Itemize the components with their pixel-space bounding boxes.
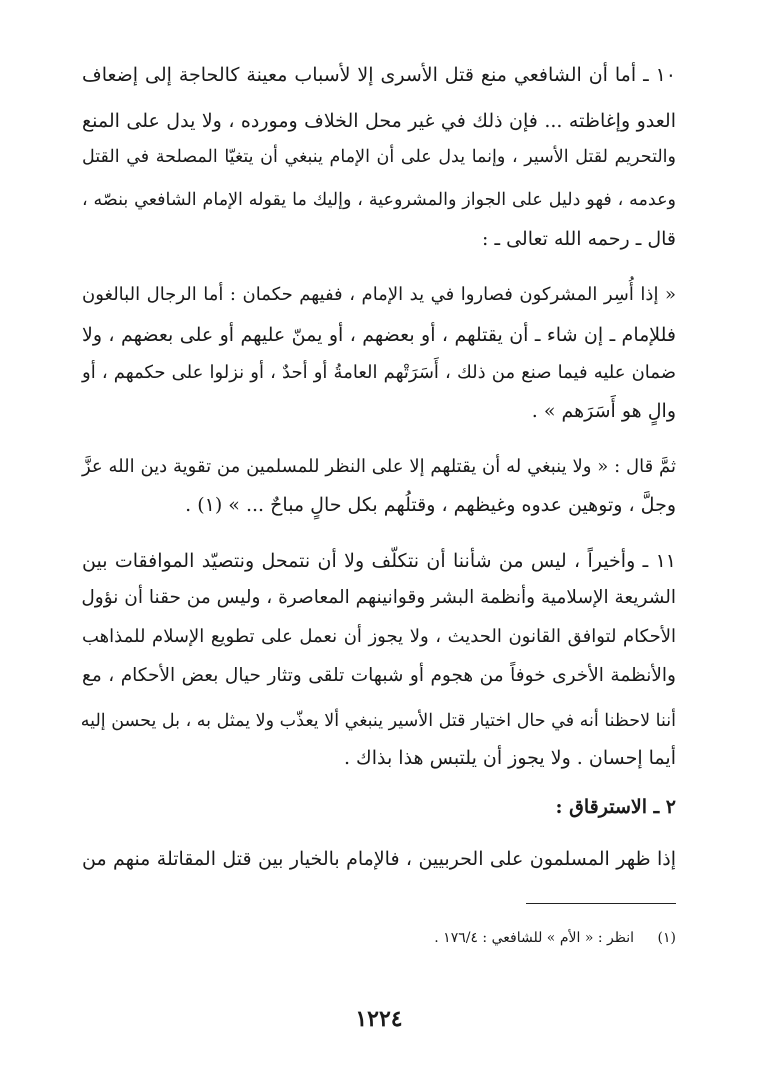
quote-line: والٍ هو أَسَرَهم » . <box>531 400 676 422</box>
text-line: الأحكام لتوافق القانون الحديث ، ولا يجوز أن نعمل على تطويع الإسلام للمذاهب <box>82 626 676 647</box>
page-number: ١٢٢٤ <box>355 1006 403 1032</box>
quote-line: ضمان عليه فيما صنع من ذلك ، أَسَرَتْهم العامةُ أو أحدٌ ، أو نزلوا على حكمهم ، أو <box>82 362 676 383</box>
text-line: إذا ظهر المسلمون على الحربيين ، فالإمام بالخيار بين قتل المقاتلة منهم من <box>82 848 676 870</box>
text-line: أيما إحسان . ولا يجوز أن يلتبس هذا بذاك . <box>343 747 676 769</box>
section-heading: ٢ ـ الاسترقاق : <box>555 796 676 818</box>
quote-line: وجلَّ ، وتوهين عدوه وغيظهم ، وقتلُهم بكل حالٍ مباحٌ ... » (١) . <box>185 494 676 516</box>
text-line: والأنظمة الأخرى خوفاً من هجوم أو شبهات تلقى وتثار حيال بعض الأحكام ، مع <box>82 665 676 686</box>
quote-line: « إذا أُسِر المشركون فصاروا في يد الإمام ، ففيهم حكمان : أما الرجال البالغون <box>82 284 676 305</box>
footnote <box>82 924 676 952</box>
quote-line: ثمَّ قال : « ولا ينبغي له أن يقتلهم إلا على النظر للمسلمين من تقوية دين الله عزَّ <box>82 456 676 477</box>
footnote-rule <box>526 903 676 904</box>
text-line: أننا لاحظنا أنه في حال اختيار قتل الأسير ينبغي ألا يعذّب ولا يمثل به ، بل يحسن إليه <box>80 711 676 731</box>
text-line: العدو وإغاظته ... فإن ذلك في غير محل الخلاف ومورده ، ولا يدل على المنع <box>82 110 676 132</box>
footnote-number: (١) <box>657 930 676 946</box>
text-line: ١١ ـ وأخيراً ، ليس من شأننا أن نتكلّف ولا أن نتمحل ونتصيّد الموافقات بين <box>82 550 676 572</box>
text-line: الشريعة الإسلامية وأنظمة البشر وقوانينهم المعاصرة ، وليس من حقنا أن نؤول <box>81 587 676 608</box>
text-line: قال ـ رحمه الله تعالى ـ : <box>482 228 676 250</box>
quote-line: فللإمام ـ إن شاء ـ أن يقتلهم ، أو بعضهم ، أو يمنّ عليهم أو على بعضهم ، ولا <box>82 324 676 346</box>
text-line: ١٠ ـ أما أن الشافعي منع قتل الأسرى إلا لأسباب معينة كالحاجة إلى إضعاف <box>82 64 676 86</box>
text-line: وعدمه ، فهو دليل على الجواز والمشروعية ، وإليك ما يقوله الإمام الشافعي بنصّه ، <box>82 190 676 210</box>
footnote-text: انظر : « الأم » للشافعي : ١٧٦/٤ . <box>434 930 634 946</box>
text-line: والتحريم لقتل الأسير ، وإنما يدل على أن الإمام ينبغي أن يتغيّا المصلحة في القتل <box>82 147 676 167</box>
